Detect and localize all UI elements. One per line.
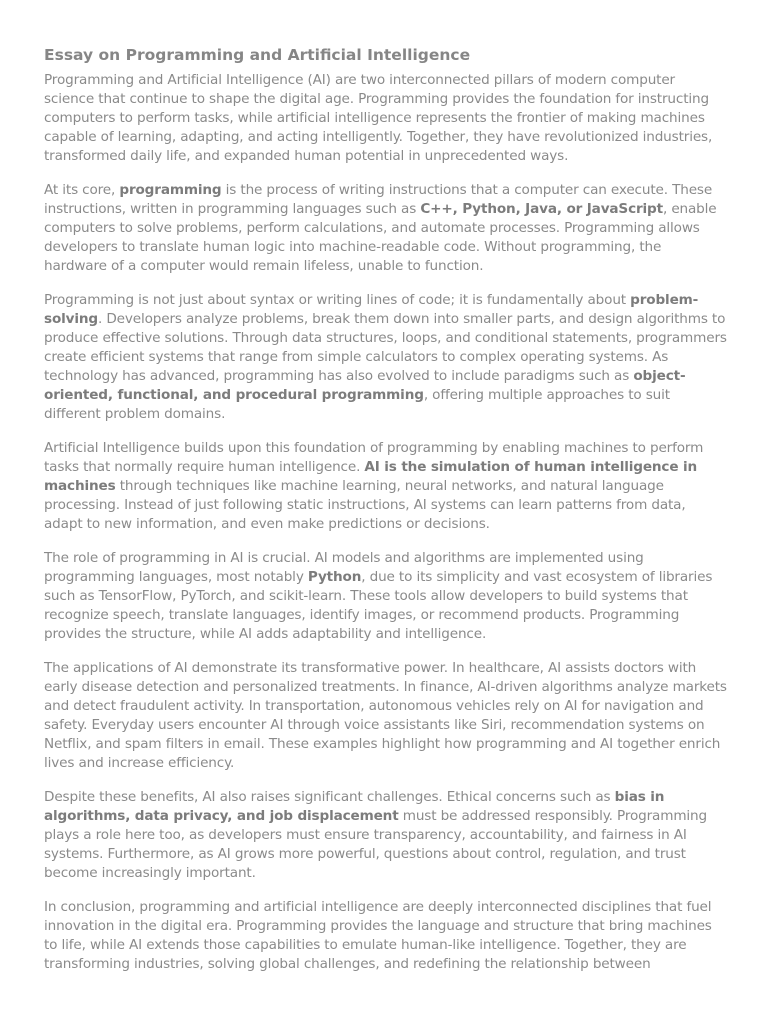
bold-text: object-oriented, functional, and procedural programming bbox=[44, 368, 686, 403]
text-run: Programming is not just about syntax or writing lines of code; it is fundamentally about bbox=[44, 292, 631, 308]
document-page bbox=[44, 44, 728, 989]
text-run: Despite these benefits, AI also raises significant challenges. Ethical concerns such as bbox=[44, 789, 615, 805]
text-run: must be addressed responsibly. Programming plays a role here too, as developers must ensure transparency, accountability, and fairness in AI systems. Furthermore, as AI grows more powerful, questions about control, regulation, and trust become increasingly important. bbox=[44, 808, 707, 881]
paragraph bbox=[44, 898, 728, 974]
document-body bbox=[44, 71, 728, 974]
text-run: Programming and Artificial Intelligence (AI) are two interconnected pillars of modern computer science that continue to shape the digital age. Programming provides the foundation for instructing computers to perform tasks, while artificial intelligence represents the frontier of making machines capable of learning, adapting, and acting intelligently. Together, they have revolutionized industries, transformed daily life, and expanded human potential in unprecedented ways. bbox=[44, 72, 713, 164]
text-run: At its core, bbox=[44, 182, 120, 198]
text-run: through techniques like machine learning, neural networks, and natural language processing. Instead of just following static instructions, AI systems can learn patterns from data, adapt to new information, and even make predictions or decisions. bbox=[44, 478, 686, 532]
paragraph bbox=[44, 71, 728, 166]
text-run: , enable computers to solve problems, perform calculations, and automate processes. Programming allows developers to translate human logic into machine-readable code. Without programming, the hardware of a computer would remain lifeless, unable to function. bbox=[44, 201, 717, 274]
document-title: Essay on Programming and Artificial Intelligence bbox=[44, 46, 471, 64]
bold-text: C++, Python, Java, or JavaScript bbox=[420, 201, 663, 217]
text-run: In conclusion, programming and artificial intelligence are deeply interconnected disciplines that fuel innovation in the digital era. Programming provides the language and structure that bring machines to life, while AI extends those capabilities to emulate human-like intelligence. Together, they are transforming industries, solving global challenges, and redefining the relationship between bbox=[44, 899, 712, 972]
text-run: , offering multiple approaches to suit different problem domains. bbox=[44, 387, 670, 422]
paragraph bbox=[44, 291, 728, 424]
bold-text: Python bbox=[307, 569, 362, 585]
text-run: is the process of writing instructions that a computer can execute. These instructions, written in programming languages such as bbox=[44, 182, 713, 217]
text-run: . Developers analyze problems, break them down into smaller parts, and design algorithms to produce effective solutions. Through data structures, loops, and conditional statements, programmers create efficient systems that range from simple calculators to complex operating systems. As technology has advanced, programming has also evolved to include paradigms such as bbox=[44, 311, 727, 384]
paragraph bbox=[44, 659, 728, 773]
text-run: , due to its simplicity and vast ecosystem of libraries such as TensorFlow, PyTorch, and scikit-learn. These tools allow developers to build systems that recognize speech, translate languages, identify images, or recommend products. Programming provides the structure, while AI adds adaptability and intelligence. bbox=[44, 569, 713, 642]
paragraph bbox=[44, 549, 728, 644]
text-run: The role of programming in AI is crucial. AI models and algorithms are implemented using programming languages, most notably bbox=[44, 550, 644, 585]
bold-text: AI is the simulation of human intelligence in machines bbox=[44, 459, 698, 494]
paragraph bbox=[44, 439, 728, 534]
bold-text: problem-solving bbox=[44, 292, 699, 327]
text-run: Artificial Intelligence builds upon this foundation of programming by enabling machines to perform tasks that normally require human intelligence. bbox=[44, 440, 704, 475]
text-run: The applications of AI demonstrate its transformative power. In healthcare, AI assists doctors with early disease detection and personalized treatments. In finance, AI-driven algorithms analyze markets and detect fraudulent activity. In transportation, autonomous vehicles rely on AI for navigation and safety. Everyday users encounter AI through voice assistants like Siri, recommendation systems on Netflix, and spam filters in email. These examples highlight how programming and AI together enrich lives and increase efficiency. bbox=[44, 660, 727, 771]
bold-text: bias in algorithms, data privacy, and job displacement bbox=[44, 789, 665, 824]
bold-text: programming bbox=[119, 182, 222, 198]
paragraph bbox=[44, 788, 728, 883]
paragraph bbox=[44, 181, 728, 276]
